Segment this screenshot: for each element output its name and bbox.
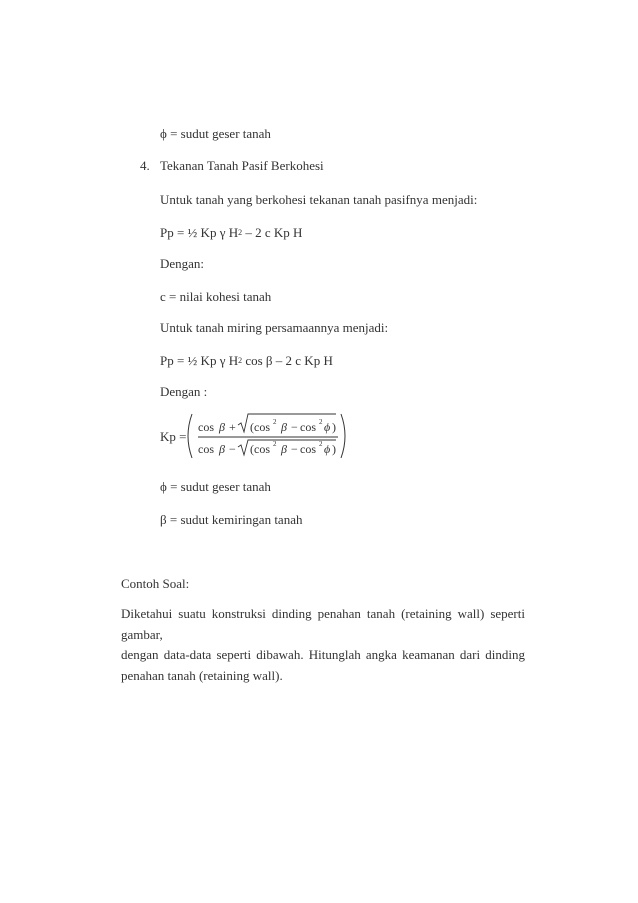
pp-eq-1-post: – 2 c Kp H	[242, 225, 303, 240]
c-definition: c = nilai kohesi tanah	[160, 289, 272, 304]
den-cos-3: cos	[300, 442, 316, 456]
pp-eq-1-sup: 2	[238, 228, 243, 237]
section-title: Tekanan Tanah Pasif Berkohesi	[160, 158, 324, 173]
num-exp-1: 2	[273, 418, 277, 426]
den-cos-2: (cos	[250, 442, 270, 456]
den-close: )	[332, 442, 336, 456]
den-minus-1: −	[229, 442, 236, 456]
kp-formula	[158, 410, 358, 462]
pp-eq-1-pre: Pp = ½ Kp γ H	[160, 225, 239, 240]
num-beta-1: β	[219, 420, 225, 434]
pp-equation-2	[160, 353, 333, 369]
example-line-1: Diketahui suatu konstruksi dinding penahan tanah (retaining wall) seperti gambar,	[121, 606, 525, 642]
example-line-3: penahan tanah (retaining wall).	[121, 667, 283, 683]
dengan-label-1: Dengan:	[160, 256, 205, 271]
example-heading: Contoh Soal:	[121, 576, 190, 591]
example-line-2: dengan data-data seperti dibawah. Hitunglah angka keamanan dari dinding	[121, 647, 525, 662]
num-cos-3: cos	[300, 420, 316, 434]
num-phi: ϕ	[324, 420, 331, 434]
intro-slope-text: Untuk tanah miring persamaannya menjadi:	[160, 320, 389, 335]
den-beta-2: β	[281, 442, 287, 456]
example-paragraph	[121, 604, 525, 686]
den-exp-2: 2	[319, 440, 323, 448]
pp-eq-2-pre: Pp = ½ Kp γ H	[160, 353, 239, 368]
den-beta-1: β	[219, 442, 225, 456]
pp-eq-2-sup: 2	[238, 356, 243, 365]
left-paren	[188, 414, 192, 458]
dengan-label-2: Dengan :	[160, 384, 208, 399]
den-exp-1: 2	[273, 440, 277, 448]
list-item-number: 4.	[140, 158, 150, 173]
num-beta-2: β	[281, 420, 287, 434]
num-cos-2: (cos	[250, 420, 270, 434]
den-phi: ϕ	[324, 442, 331, 456]
num-close: )	[332, 420, 336, 434]
right-paren	[341, 414, 345, 458]
pp-equation-1	[160, 225, 302, 241]
num-cos-1: cos	[198, 420, 214, 434]
pp-eq-2-post: cos β – 2 c Kp H	[242, 353, 333, 368]
num-minus: −	[291, 420, 298, 434]
intro-cohesive-text: Untuk tanah yang berkohesi tekanan tanah pasifnya menjadi:	[160, 192, 478, 207]
beta-definition: β = sudut kemiringan tanah	[160, 512, 303, 527]
num-plus: +	[229, 420, 236, 434]
phi-definition-1: ϕ = sudut geser tanah	[160, 126, 271, 141]
kp-lhs: Kp =	[160, 429, 187, 444]
den-cos-1: cos	[198, 442, 214, 456]
num-exp-2: 2	[319, 418, 323, 426]
phi-definition-2: ϕ = sudut geser tanah	[160, 479, 271, 494]
den-minus-2: −	[291, 442, 298, 456]
